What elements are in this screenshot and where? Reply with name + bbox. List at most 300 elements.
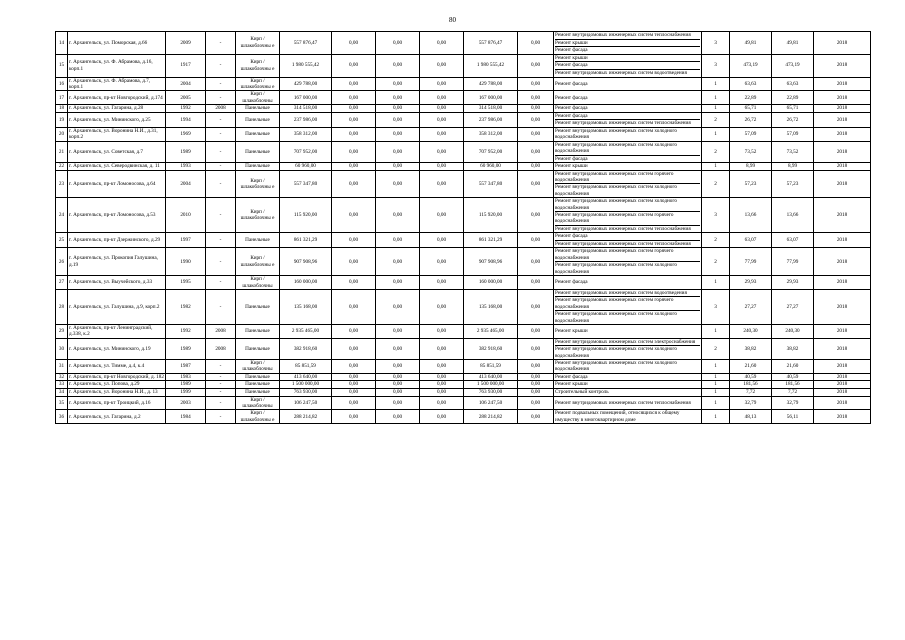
address-cell: г. Архангельск, ул. Северодвинская, д. 11: [68, 163, 166, 171]
total-cost-cell: 358 312,00: [280, 128, 332, 142]
area-total-cell: 38,82: [772, 338, 814, 359]
fund-cell: 0,00: [332, 77, 376, 91]
works-cell: [554, 381, 702, 389]
other-funds-cell: 0,00: [518, 324, 554, 338]
local-budget-cell: 0,00: [420, 388, 464, 396]
budget-cell: 0,00: [376, 381, 420, 389]
row-number: 21: [56, 141, 68, 162]
owners-funds-cell: 115 920,00: [464, 198, 518, 233]
total-cost-cell: 135 168,00: [280, 289, 332, 324]
commission-year-cell: 1969: [166, 128, 206, 142]
fund-cell: 0,00: [332, 248, 376, 276]
fund-cell: 0,00: [332, 32, 376, 55]
area-total-cell: 65,71: [772, 105, 814, 113]
other-funds-cell: 0,00: [518, 338, 554, 359]
work-item: Ремонт внутридомовых инженерных систем холодного водоснабжения: [555, 198, 700, 212]
other-funds-cell: 0,00: [518, 410, 554, 424]
commission-year-cell: 1989: [166, 381, 206, 389]
other-funds-cell: 0,00: [518, 198, 554, 233]
fund-cell: 0,00: [332, 410, 376, 424]
area-cell: 8,99: [730, 163, 772, 171]
works-count-cell: 1: [702, 410, 730, 424]
wall-material-cell: Кирп / шлакоблочны: [236, 396, 280, 410]
work-item: Ремонт крыши: [555, 40, 700, 47]
address-cell: г. Архангельск, пр-кт Ленинградский, д.338, к.2: [68, 324, 166, 338]
commission-year-cell: 1984: [166, 410, 206, 424]
address-cell: г. Архангельск, ул. Прокопия Галушина, д.19: [68, 248, 166, 276]
completion-year-cell: 2018: [814, 105, 871, 113]
work-item: Ремонт фасада: [555, 94, 588, 101]
completion-year-cell: 2018: [814, 388, 871, 396]
works-cell: [554, 338, 702, 359]
other-funds-cell: 0,00: [518, 112, 554, 127]
address-cell: г. Архангельск, ул. Поморская, д.66: [68, 32, 166, 55]
page-number: 80: [449, 16, 456, 24]
area-cell: 21,60: [730, 359, 772, 373]
area-cell: 22,89: [730, 91, 772, 105]
works-count-cell: 2: [702, 170, 730, 198]
address-cell: г. Архангельск, пр-кт Троицкий, д.16: [68, 396, 166, 410]
total-cost-cell: 60 960,00: [280, 163, 332, 171]
area-total-cell: 57,23: [772, 170, 814, 198]
owners-funds-cell: 167 000,00: [464, 91, 518, 105]
local-budget-cell: 0,00: [420, 91, 464, 105]
last-repair-year-cell: -: [206, 276, 236, 290]
last-repair-year-cell: -: [206, 141, 236, 162]
completion-year-cell: 2018: [814, 91, 871, 105]
work-item: Ремонт фасада: [555, 47, 588, 54]
row-number: 30: [56, 338, 68, 359]
local-budget-cell: 0,00: [420, 163, 464, 171]
wall-material-cell: Кирп / шлакоблочны е: [236, 77, 280, 91]
area-total-cell: 32,79: [772, 396, 814, 410]
work-item: Ремонт внутридомовых инженерных систем холодного водоснабжения: [555, 311, 677, 324]
budget-cell: 0,00: [376, 141, 420, 162]
other-funds-cell: 0,00: [518, 373, 554, 381]
area-cell: 29,93: [730, 276, 772, 290]
owners-funds-cell: 557 347,80: [464, 170, 518, 198]
wall-material-cell: Панельные: [236, 324, 280, 338]
other-funds-cell: 0,00: [518, 248, 554, 276]
work-item: Ремонт фасада: [555, 105, 588, 112]
area-total-cell: 29,93: [772, 276, 814, 290]
work-item: Ремонт внутридомовых инженерных систем холодного водоснабжения: [555, 128, 677, 141]
work-item: Ремонт внутридомовых инженерных систем холодного водоснабжения: [555, 262, 677, 275]
owners-funds-cell: 907 908,96: [464, 248, 518, 276]
last-repair-year-cell: -: [206, 248, 236, 276]
budget-cell: 0,00: [376, 396, 420, 410]
local-budget-cell: 0,00: [420, 373, 464, 381]
row-number: 15: [56, 54, 68, 77]
total-cost-cell: 382 918,60: [280, 338, 332, 359]
completion-year-cell: 2018: [814, 198, 871, 233]
works-count-cell: 3: [702, 54, 730, 77]
other-funds-cell: 0,00: [518, 141, 554, 162]
area-cell: 13,66: [730, 198, 772, 233]
total-cost-cell: 2 935 465,00: [280, 324, 332, 338]
row-number: 23: [56, 170, 68, 198]
work-item: Ремонт внутридомовых инженерных систем холодного водоснабжения: [555, 184, 677, 197]
other-funds-cell: 0,00: [518, 128, 554, 142]
commission-year-cell: 1989: [166, 141, 206, 162]
table-row: [56, 54, 871, 77]
budget-cell: 0,00: [376, 233, 420, 248]
total-cost-cell: 557 347,80: [280, 170, 332, 198]
budget-cell: 0,00: [376, 324, 420, 338]
works-cell: [554, 396, 702, 410]
works-count-cell: 1: [702, 163, 730, 171]
last-repair-year-cell: -: [206, 289, 236, 324]
fund-cell: 0,00: [332, 91, 376, 105]
commission-year-cell: 1983: [166, 373, 206, 381]
address-cell: г. Архангельск, ул. Галушина, д.9, корп.2: [68, 289, 166, 324]
works-cell: [554, 198, 702, 233]
commission-year-cell: 1992: [166, 105, 206, 113]
owners-funds-cell: 135 168,00: [464, 289, 518, 324]
works-count-cell: 1: [702, 373, 730, 381]
works-cell: [554, 276, 702, 290]
wall-material-cell: Кирп / шлакоблочны е: [236, 32, 280, 55]
table-row: [56, 128, 871, 142]
table-row: [56, 163, 871, 171]
budget-cell: 0,00: [376, 248, 420, 276]
commission-year-cell: 1992: [166, 324, 206, 338]
area-cell: 38,82: [730, 338, 772, 359]
work-item: Ремонт внутридомовых инженерных систем горячего водоснабжения: [555, 248, 700, 262]
works-count-cell: 1: [702, 77, 730, 91]
work-item: Ремонт крыши: [555, 328, 588, 335]
completion-year-cell: 2018: [814, 248, 871, 276]
table-row: [56, 381, 871, 389]
row-number: 31: [56, 359, 68, 373]
last-repair-year-cell: -: [206, 91, 236, 105]
area-total-cell: 22,89: [772, 91, 814, 105]
address-cell: г. Архангельск, ул. Советская, д.7: [68, 141, 166, 162]
table-row: [56, 170, 871, 198]
address-cell: г. Архангельск, ул. Мининского, д.25: [68, 112, 166, 127]
budget-cell: 0,00: [376, 163, 420, 171]
wall-material-cell: Кирп / шлакоблочны е: [236, 248, 280, 276]
wall-material-cell: Кирп / шлакоблочны е: [236, 410, 280, 424]
area-cell: 240,30: [730, 324, 772, 338]
local-budget-cell: 0,00: [420, 112, 464, 127]
other-funds-cell: 0,00: [518, 77, 554, 91]
other-funds-cell: 0,00: [518, 381, 554, 389]
owners-funds-cell: 382 918,60: [464, 338, 518, 359]
repair-program-table: [55, 31, 871, 424]
address-cell: г. Архангельск, ул. Выучейского, д.33: [68, 276, 166, 290]
budget-cell: 0,00: [376, 91, 420, 105]
work-item: Строительный контроль: [555, 389, 609, 396]
total-cost-cell: 85 851,59: [280, 359, 332, 373]
budget-cell: 0,00: [376, 170, 420, 198]
area-cell: 49,81: [730, 32, 772, 55]
area-cell: 181,56: [730, 381, 772, 389]
owners-funds-cell: 2 935 465,00: [464, 324, 518, 338]
local-budget-cell: 0,00: [420, 170, 464, 198]
table-row: [56, 388, 871, 396]
budget-cell: 0,00: [376, 54, 420, 77]
commission-year-cell: 1987: [166, 359, 206, 373]
work-item: Ремонт фасада: [555, 62, 700, 69]
table-row: [56, 373, 871, 381]
budget-cell: 0,00: [376, 105, 420, 113]
address-cell: г. Архангельск, ул. Ф. Абрамова, д.16, корп.1: [68, 54, 166, 77]
other-funds-cell: 0,00: [518, 105, 554, 113]
last-repair-year-cell: -: [206, 410, 236, 424]
wall-material-cell: Панельные: [236, 289, 280, 324]
budget-cell: 0,00: [376, 359, 420, 373]
total-cost-cell: 237 986,00: [280, 112, 332, 127]
budget-cell: 0,00: [376, 276, 420, 290]
work-item: Ремонт внутридомовых инженерных систем теплоснабжения: [555, 32, 700, 39]
work-item: Ремонт крыши: [555, 55, 700, 62]
commission-year-cell: 2010: [166, 198, 206, 233]
works-cell: [554, 289, 702, 324]
row-number: 35: [56, 396, 68, 410]
work-item: Ремонт фасада: [555, 155, 588, 162]
table-row: [56, 105, 871, 113]
wall-material-cell: Панельные: [236, 128, 280, 142]
total-cost-cell: 314 518,00: [280, 105, 332, 113]
budget-cell: 0,00: [376, 112, 420, 127]
row-number: 24: [56, 198, 68, 233]
other-funds-cell: 0,00: [518, 359, 554, 373]
commission-year-cell: 1993: [166, 163, 206, 171]
local-budget-cell: 0,00: [420, 128, 464, 142]
total-cost-cell: 160 000,00: [280, 276, 332, 290]
table-row: [56, 359, 871, 373]
address-cell: г. Архангельск, ул. Попова, д.29: [68, 381, 166, 389]
area-total-cell: 181,56: [772, 381, 814, 389]
total-cost-cell: 861 321,29: [280, 233, 332, 248]
commission-year-cell: 1917: [166, 54, 206, 77]
works-count-cell: 2: [702, 248, 730, 276]
wall-material-cell: Панельные: [236, 388, 280, 396]
table-row: [56, 248, 871, 276]
area-total-cell: 26,72: [772, 112, 814, 127]
completion-year-cell: 2018: [814, 128, 871, 142]
fund-cell: 0,00: [332, 105, 376, 113]
fund-cell: 0,00: [332, 54, 376, 77]
completion-year-cell: 2018: [814, 170, 871, 198]
area-total-cell: 13,66: [772, 198, 814, 233]
local-budget-cell: 0,00: [420, 32, 464, 55]
budget-cell: 0,00: [376, 289, 420, 324]
work-item: Ремонт внутридомовых инженерных систем горячего водоснабжения: [555, 171, 700, 185]
works-count-cell: 1: [702, 91, 730, 105]
local-budget-cell: 0,00: [420, 105, 464, 113]
wall-material-cell: Панельные: [236, 105, 280, 113]
last-repair-year-cell: -: [206, 128, 236, 142]
completion-year-cell: 2018: [814, 77, 871, 91]
last-repair-year-cell: 2008: [206, 105, 236, 113]
owners-funds-cell: 60 960,00: [464, 163, 518, 171]
row-number: 18: [56, 105, 68, 113]
works-cell: [554, 170, 702, 198]
total-cost-cell: 288 214,82: [280, 410, 332, 424]
works-count-cell: 1: [702, 105, 730, 113]
area-cell: 27,27: [730, 289, 772, 324]
row-number: 14: [56, 32, 68, 55]
local-budget-cell: 0,00: [420, 396, 464, 410]
total-cost-cell: 413 640,00: [280, 373, 332, 381]
wall-material-cell: Кирп / шлакоблочны е: [236, 198, 280, 233]
fund-cell: 0,00: [332, 276, 376, 290]
fund-cell: 0,00: [332, 396, 376, 410]
area-cell: 473,19: [730, 54, 772, 77]
area-cell: 65,71: [730, 105, 772, 113]
last-repair-year-cell: -: [206, 396, 236, 410]
address-cell: г. Архангельск, пр-кт Дзержинского, д.29: [68, 233, 166, 248]
area-cell: 40,59: [730, 373, 772, 381]
last-repair-year-cell: -: [206, 32, 236, 55]
area-total-cell: 77,99: [772, 248, 814, 276]
commission-year-cell: 1994: [166, 112, 206, 127]
table-row: [56, 410, 871, 424]
table-row: [56, 91, 871, 105]
completion-year-cell: 2018: [814, 163, 871, 171]
works-cell: [554, 233, 702, 248]
total-cost-cell: 429 788,00: [280, 77, 332, 91]
owners-funds-cell: 413 640,00: [464, 373, 518, 381]
last-repair-year-cell: -: [206, 112, 236, 127]
area-cell: 73,52: [730, 141, 772, 162]
address-cell: г. Архангельск, пр-кт Ломоносова, д.64: [68, 170, 166, 198]
local-budget-cell: 0,00: [420, 276, 464, 290]
work-item: Ремонт внутридомовых инженерных систем горячего водоснабжения: [555, 212, 700, 226]
row-number: 28: [56, 289, 68, 324]
owners-funds-cell: 763 930,00: [464, 388, 518, 396]
works-cell: [554, 128, 702, 142]
other-funds-cell: 0,00: [518, 170, 554, 198]
work-item: Ремонт фасада: [555, 233, 700, 240]
budget-cell: 0,00: [376, 410, 420, 424]
work-item: Ремонт крыши: [555, 381, 588, 388]
owners-funds-cell: 429 788,00: [464, 77, 518, 91]
owners-funds-cell: 557 876,47: [464, 32, 518, 55]
row-number: 33: [56, 381, 68, 389]
last-repair-year-cell: 2008: [206, 338, 236, 359]
area-cell: 26,72: [730, 112, 772, 127]
row-number: 27: [56, 276, 68, 290]
last-repair-year-cell: 2008: [206, 324, 236, 338]
works-cell: [554, 359, 702, 373]
completion-year-cell: 2018: [814, 112, 871, 127]
fund-cell: 0,00: [332, 388, 376, 396]
area-total-cell: 63,63: [772, 77, 814, 91]
works-count-cell: 2: [702, 112, 730, 127]
local-budget-cell: 0,00: [420, 141, 464, 162]
address-cell: г. Архангельск, ул. Тимме, д.4, к.4: [68, 359, 166, 373]
last-repair-year-cell: -: [206, 233, 236, 248]
table-row: [56, 32, 871, 55]
commission-year-cell: 1997: [166, 233, 206, 248]
fund-cell: 0,00: [332, 112, 376, 127]
work-item: Ремонт фасада: [555, 373, 588, 380]
owners-funds-cell: 237 986,00: [464, 112, 518, 127]
works-cell: [554, 324, 702, 338]
last-repair-year-cell: -: [206, 388, 236, 396]
works-count-cell: 2: [702, 233, 730, 248]
completion-year-cell: 2018: [814, 324, 871, 338]
completion-year-cell: 2018: [814, 359, 871, 373]
works-cell: [554, 141, 702, 162]
commission-year-cell: 2003: [166, 396, 206, 410]
other-funds-cell: 0,00: [518, 388, 554, 396]
area-total-cell: 27,27: [772, 289, 814, 324]
owners-funds-cell: 314 518,00: [464, 105, 518, 113]
commission-year-cell: 2005: [166, 91, 206, 105]
area-total-cell: 56,11: [772, 410, 814, 424]
row-number: 16: [56, 77, 68, 91]
area-total-cell: 240,30: [772, 324, 814, 338]
last-repair-year-cell: -: [206, 198, 236, 233]
commission-year-cell: 1989: [166, 338, 206, 359]
work-item: Ремонт внутридомовых инженерных систем теплоснабжения: [555, 240, 691, 247]
budget-cell: 0,00: [376, 32, 420, 55]
area-cell: 63,63: [730, 77, 772, 91]
local-budget-cell: 0,00: [420, 381, 464, 389]
other-funds-cell: 0,00: [518, 91, 554, 105]
wall-material-cell: Кирп / шлакоблочны: [236, 91, 280, 105]
area-cell: 32,79: [730, 396, 772, 410]
address-cell: г. Архангельск, пр-кт Новгородский, д. 182: [69, 373, 164, 380]
commission-year-cell: 2009: [166, 32, 206, 55]
row-number: 36: [56, 410, 68, 424]
owners-funds-cell: 861 321,29: [464, 233, 518, 248]
owners-funds-cell: 1 980 555,42: [464, 54, 518, 77]
wall-material-cell: Панельные: [236, 112, 280, 127]
row-number: 22: [56, 163, 68, 171]
last-repair-year-cell: -: [206, 77, 236, 91]
address-cell: г. Архангельск, ул. Гагарина, д.28: [68, 105, 166, 113]
wall-material-cell: Панельные: [236, 373, 280, 381]
table-row: [56, 338, 871, 359]
owners-funds-cell: 160 000,00: [464, 276, 518, 290]
work-item: Ремонт внутридомовых инженерных систем холодного водоснабжения: [555, 346, 677, 359]
last-repair-year-cell: -: [206, 381, 236, 389]
table-body: [56, 32, 871, 424]
area-cell: 63,07: [730, 233, 772, 248]
other-funds-cell: 0,00: [518, 289, 554, 324]
area-cell: 48,13: [730, 410, 772, 424]
works-cell: [554, 163, 702, 171]
last-repair-year-cell: -: [206, 373, 236, 381]
works-count-cell: 1: [702, 396, 730, 410]
work-item: Ремонт фасада: [555, 279, 588, 286]
wall-material-cell: Кирп / шлакоблочны е: [236, 170, 280, 198]
completion-year-cell: 2018: [814, 373, 871, 381]
works-count-cell: 3: [702, 32, 730, 55]
address-cell: г. Архангельск, пр-кт Новгородский, д.174: [68, 91, 166, 105]
total-cost-cell: 1 980 555,42: [280, 54, 332, 77]
work-item: Ремонт внутридомовых инженерных систем теплоснабжения: [555, 225, 691, 232]
fund-cell: 0,00: [332, 128, 376, 142]
table-row: [56, 198, 871, 233]
row-number: 25: [56, 233, 68, 248]
works-cell: [554, 373, 702, 381]
fund-cell: 0,00: [332, 233, 376, 248]
budget-cell: 0,00: [376, 338, 420, 359]
total-cost-cell: 707 952,00: [280, 141, 332, 162]
works-cell: [554, 77, 702, 91]
works-cell: [554, 91, 702, 105]
area-total-cell: 473,19: [772, 54, 814, 77]
completion-year-cell: 2018: [814, 32, 871, 55]
completion-year-cell: 2018: [814, 54, 871, 77]
local-budget-cell: 0,00: [420, 410, 464, 424]
